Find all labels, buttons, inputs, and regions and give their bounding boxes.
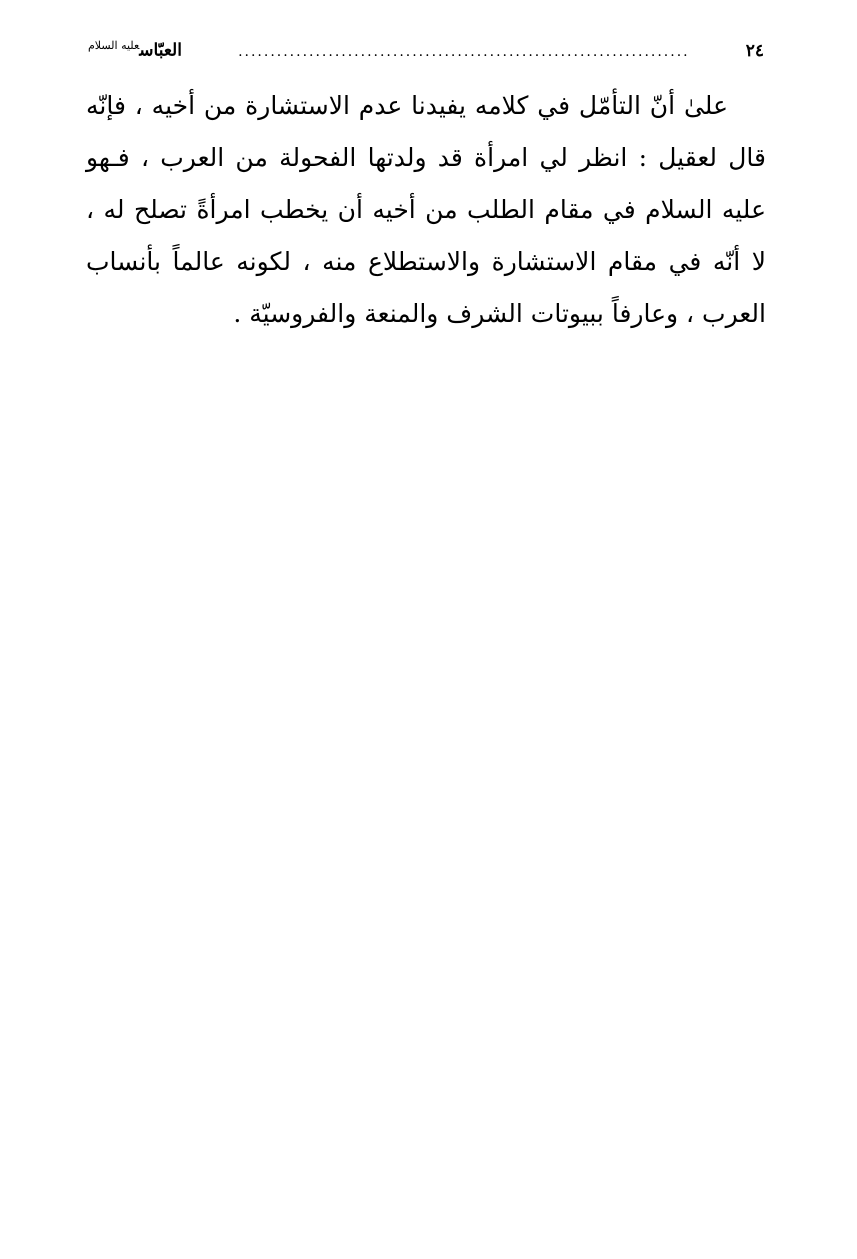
body-text (86, 80, 766, 340)
leader-dots: ...................................................................... (238, 44, 690, 60)
honorific-mark: عليه السلام (88, 39, 140, 53)
paragraph: علىٰ أنّ التأمّل في كلامه يفيدنا عدم الاستشارة من أخيه ، فإنّه قال لعقيل : انظر لي امرأة قد ولدتها الفحولة من العرب ، فـهو عليه السلام في مقام الطلب من أخيه أن يخطب امرأةً تصلح له ، لا أنّه في مقام الاستشارة والاستطلاع منه ، لكونه عالماً بأنساب العرب ، وعارفاً ببيوتات الشرف والمنعة والفروسيّة . (86, 91, 766, 328)
page-number: ٢٤ (745, 41, 764, 61)
running-title-text: العبّاس (139, 41, 182, 61)
running-header (88, 36, 764, 62)
running-title (88, 36, 188, 62)
